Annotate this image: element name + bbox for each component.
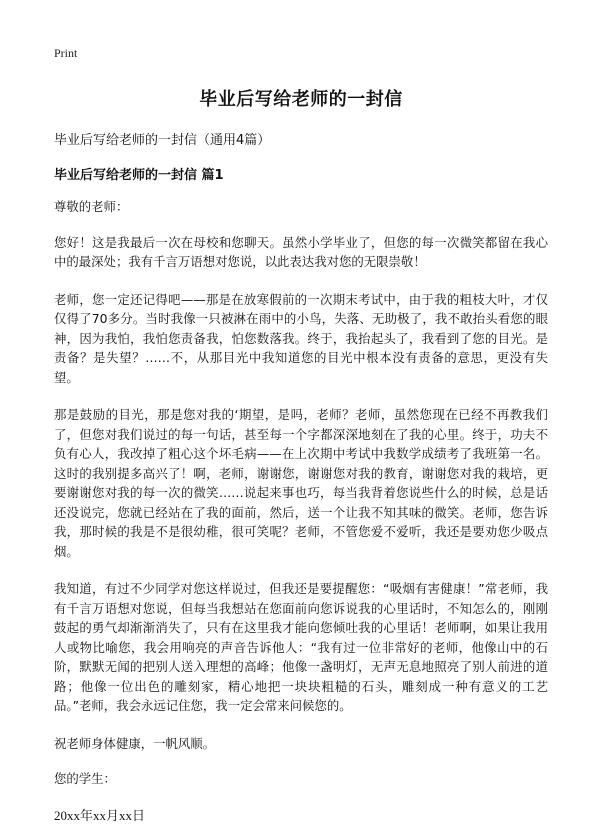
closing-wish: 祝老师身体健康，一帆风顺。	[54, 735, 216, 751]
print-link[interactable]: Print	[54, 46, 78, 60]
document-title: 毕业后写给老师的一封信	[199, 89, 403, 110]
document-subtitle: 毕业后写给老师的一封信（通用4篇）	[54, 133, 271, 148]
signoff: 您的学生：	[54, 771, 116, 786]
letter-date: 20xx年xx月xx日	[54, 807, 146, 823]
paragraph-2: 老师，您一定还记得吧——那是在放寒假前的一次期末考试中，由于我的粗枝大叶，才仅仅得了70多分。当时我像一只被淋在雨中的小鸟，失落、无助极了，我不敢抬头看您的眼神，因为我怕，我怕您责备我，怕您数落我。终于，我抬起头了，我看到了您的目光。是责备？是失望？……不，从那目光中我知道您的目光中根本没有责备的意思，更没有失望。	[54, 291, 548, 385]
paragraph-4: 我知道，有过不少同学对您这样说过，但我还是要提醒您：“吸烟有害健康！”常老师，我有千言万语想对您说，但每当我想站在您面前向您诉说我的心里话时，不知怎么的，刚刚鼓起的勇气却渐渐消失了，只有在这里我才能向您倾吐我的心里话！老师啊，如果让我用人或物比喻您，我会用响亮的声音告诉他人：“我有过一位非常好的老师，他像山中的石阶，默默无闻的把别人送入理想的高峰；他像一盏明灯，无声无息地照亮了别人前进的道路；他像一位出色的雕刻家，精心地把一块块粗糙的石头，雕刻成一种有意义的工艺品。”老师，我会永远记住您，我一定会常来问候您的。	[54, 581, 548, 713]
salutation: 尊敬的老师：	[54, 199, 129, 214]
paragraph-1: 您好！这是我最后一次在母校和您聊天。虽然小学毕业了，但您的每一次微笑都留在我心中的最深处；我有千言万语想对您说，以此表达我对您的无限崇敬！	[54, 234, 548, 269]
section-title: 毕业后写给老师的一封信 篇1	[54, 168, 224, 183]
paragraph-3: 那是鼓励的目光，那是您对我的‘期望，是吗，老师？老师，虽然您现在已经不再教我们了，但您对我们说过的每一句话，甚至每一个字都深深地刻在了我的心里。终于，功夫不负有心人，我改掉了粗心这个坏毛病——在上次期中考试中我数学成绩考了我班第一名。这时的我别提多高兴了！啊，老师，谢谢您，谢谢您对我的教育，谢谢您对我的栽培，更要谢谢您对我的每一次的微笑……说起来事也巧，每当我背着您说些什么的时候，总是话还没说完，您就已经站在了我的面前，然后，送一个让我不知其味的微笑。老师，您告诉我，那时候的我是不是很幼稚，很可笑呢？老师，不管您爱不爱听，我还是要劝您少吸点烟。	[54, 407, 548, 559]
